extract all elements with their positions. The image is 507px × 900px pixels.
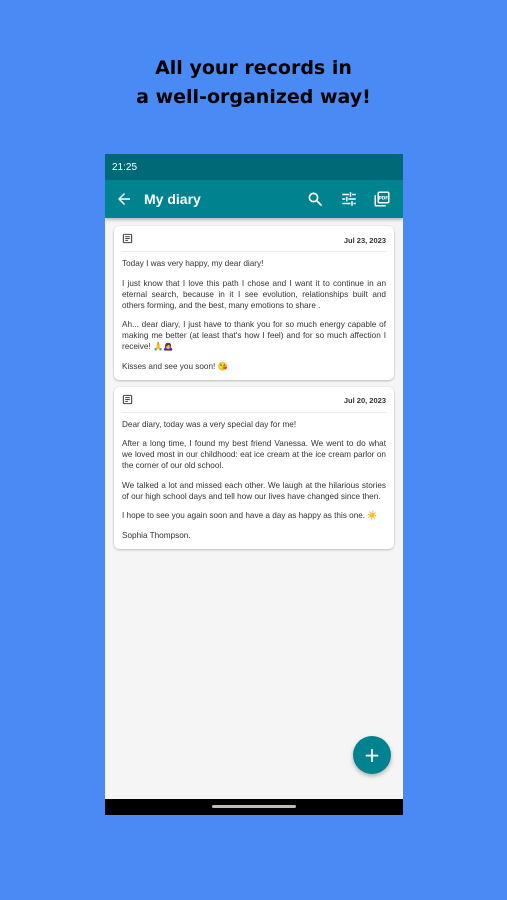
headline-line-2: a well-organized way! — [136, 86, 371, 108]
entry-paragraph: Dear diary, today was a very special day for me! — [122, 419, 297, 429]
entry-paragraph: I hope to see you again soon and have a day as happy as this one. ☀️ — [122, 511, 378, 520]
entry-date: Jul 20, 2023 — [343, 396, 386, 405]
entry-paragraph: We talked a lot and missed each other. We laugh at the hilarious stories of our high school days and tell how our lives have changed since then. — [122, 480, 386, 501]
entry-paragraph: After a long time, I found my best friend Vanessa. We went to do what we loved most in our childhood: eat ice cream at the ice cream parlor on the corner of our old school. — [122, 439, 386, 470]
add-entry-button[interactable] — [353, 736, 391, 774]
filter-sliders-icon[interactable] — [340, 190, 358, 208]
status-bar — [105, 154, 403, 180]
entry-header — [122, 232, 386, 252]
home-gesture-handle[interactable] — [212, 805, 296, 808]
entry-date: Jul 23, 2023 — [343, 235, 386, 245]
entry-paragraph: Ah... dear diary, I just have to thank you for so much energy capable of making me better (at least that's how I feel) and for so much affection I receive! 🙏🙇‍♀️ — [122, 320, 386, 351]
entry-paragraph: I just know that I love this path I chose and I want it to continue in an eternal search, because in it I see evolution, relationships built and others forming, and the best, many emotions to share . — [122, 278, 386, 310]
page-title: My diary — [144, 191, 201, 207]
entry-paragraph: Kisses and see you soon! 😘 — [122, 361, 228, 371]
back-arrow-icon[interactable] — [115, 190, 133, 208]
note-icon — [122, 231, 133, 249]
svg-text:PDF: PDF — [378, 195, 389, 201]
app-bar — [105, 180, 403, 218]
headline-line-1: All your records in — [155, 57, 352, 79]
entry-header — [122, 393, 386, 413]
entry-paragraph: Today I was very happy, my dear diary! — [122, 259, 264, 268]
entry-list — [105, 218, 403, 549]
phone-screen — [105, 154, 403, 815]
status-time: 21:25 — [112, 161, 138, 173]
diary-entry-card[interactable] — [114, 226, 394, 380]
diary-entry-card[interactable] — [114, 387, 394, 549]
entry-paragraph: Sophia Thompson. — [122, 530, 191, 540]
search-icon[interactable] — [306, 190, 324, 208]
plus-icon: + — [363, 743, 381, 767]
promo-headline — [0, 54, 507, 112]
pdf-icon[interactable] — [373, 190, 391, 208]
note-icon — [122, 392, 133, 410]
system-nav-bar — [105, 799, 403, 815]
